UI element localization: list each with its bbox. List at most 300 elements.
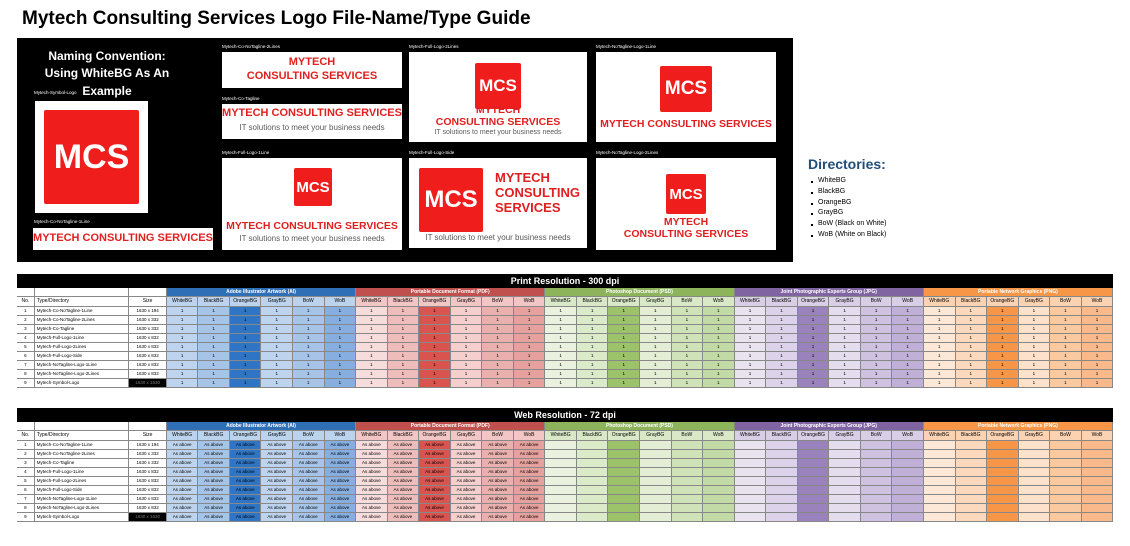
table-cell [1082,513,1114,522]
table-cell [956,441,988,450]
table-cell: As above [198,486,230,495]
table-cell: 1 [672,343,704,352]
table-cell: 1 [451,352,483,361]
table-cell: 1 [798,316,830,325]
table-cell [829,495,861,504]
naming-convention-title: Naming Convention: Using WhiteBG As An Example [44,49,170,98]
table-cell: 1 [829,307,861,316]
table-cell: 1 [198,325,230,334]
row-number: 5 [17,343,35,352]
table-cell [545,477,577,486]
table-cell: 1 [261,370,293,379]
table-cell [735,513,767,522]
mcs-logo-mark: MCS [475,63,521,109]
table-cell: 1 [924,334,956,343]
table-cell: 1 [1050,361,1082,370]
subcolumn-header: OrangeBG [419,431,451,441]
table-cell: 1 [640,307,672,316]
table-row [17,504,1113,513]
table-cell [640,477,672,486]
table-cell: 1 [861,325,893,334]
table-cell: 1 [451,343,483,352]
table-cell: 1 [545,316,577,325]
table-cell [1050,459,1082,468]
table-cell: 1 [798,334,830,343]
table-cell: 1 [293,343,325,352]
table-cell: 1 [419,334,451,343]
table-cell: 1 [388,343,420,352]
blank-cell [129,288,166,297]
table-cell: 1 [577,361,609,370]
table-cell [608,477,640,486]
subcolumn-header: BlackBG [577,297,609,307]
row-number: 4 [17,468,35,477]
logo-co-2lines [222,52,402,88]
table-cell: 1 [356,370,388,379]
table-cell: 1 [1082,325,1114,334]
table-cell [924,477,956,486]
table-cell [1082,441,1114,450]
table-cell: 1 [451,316,483,325]
table-cell: 1 [987,370,1019,379]
table-cell: As above [261,468,293,477]
table-cell: As above [167,459,199,468]
table-cell [672,450,704,459]
table-row [17,325,1113,334]
table-cell: As above [167,477,199,486]
table-cell: 1 [198,379,230,388]
table-cell: 1 [1019,370,1051,379]
table-cell: 1 [230,334,262,343]
row-name: Mytech-Full-Logo-2Lines [35,343,130,352]
table-cell: 1 [482,334,514,343]
table-cell [956,459,988,468]
table-cell: 1 [293,379,325,388]
table-cell: 1 [861,379,893,388]
table-cell: As above [167,450,199,459]
table-cell: 1 [1019,334,1051,343]
row-number: 2 [17,450,35,459]
table-cell: 1 [703,352,735,361]
group-header: Portable Document Format (PDF) [356,422,545,431]
table-cell: As above [514,504,546,513]
table-row [17,459,1113,468]
subcolumn-header: GrayBG [829,297,861,307]
subcolumn-header: WhiteBG [356,297,388,307]
subcolumn-header: BlackBG [388,297,420,307]
table-cell [892,495,924,504]
print-resolution-table [17,274,1113,388]
subcolumn-header: BlackBG [577,431,609,441]
subcolumn-header: BoW [293,297,325,307]
row-number: 8 [17,370,35,379]
company-line1: MYTECH [495,170,550,185]
table-cell: 1 [703,325,735,334]
table-cell [861,477,893,486]
table-cell: 1 [956,325,988,334]
subcolumn-header: BoW [672,297,704,307]
table-cell: 1 [829,370,861,379]
column-header-size: Size [129,431,166,441]
table-cell: As above [293,495,325,504]
table-cell: 1 [1050,379,1082,388]
table-cell: 1 [325,307,357,316]
subcolumn-header: GrayBG [1019,297,1051,307]
table-row [17,468,1113,477]
subcolumn-header: WhiteBG [735,297,767,307]
table-cell [987,468,1019,477]
table-cell: 1 [230,307,262,316]
table-cell: 1 [388,325,420,334]
table-cell: As above [261,459,293,468]
table-cell: 1 [325,334,357,343]
logo-label-co1: Mytech-Co-NoTagline-1Line [34,219,90,224]
table-cell: As above [482,441,514,450]
tagline: IT solutions to meet your business needs [239,123,385,132]
table-cell: As above [482,450,514,459]
table-cell [703,495,735,504]
table-cell [798,477,830,486]
table-cell [640,441,672,450]
table-cell: 1 [293,307,325,316]
table-cell: As above [482,513,514,522]
table-cell [1082,504,1114,513]
directories [808,156,886,241]
table-cell: 1 [1082,379,1114,388]
table-cell: 1 [325,370,357,379]
row-size: 1630 x 832 [129,334,166,343]
table-cell: 1 [1019,379,1051,388]
table-cell [640,468,672,477]
column-header-name: Type/Directory [35,431,130,441]
table-cell: As above [293,513,325,522]
table-cell [640,504,672,513]
table-cell: 1 [482,316,514,325]
table-cell: 1 [829,334,861,343]
table-cell: 1 [325,379,357,388]
table-cell: 1 [672,370,704,379]
table-cell: 1 [956,370,988,379]
subcolumn-header: BlackBG [198,431,230,441]
table-cell: 1 [514,343,546,352]
table-cell: 1 [230,352,262,361]
table-cell [766,513,798,522]
table-cell: 1 [703,343,735,352]
table-cell: 1 [198,352,230,361]
table-cell: As above [451,459,483,468]
table-cell [735,441,767,450]
subcolumn-header: GrayBG [261,297,293,307]
table-cell: 1 [167,352,199,361]
subcolumn-header: WoB [325,431,357,441]
table-cell: 1 [419,325,451,334]
table-cell: 1 [956,361,988,370]
group-header: Photoshop Document (PSD) [545,422,734,431]
logo-symbol [35,101,148,213]
table-cell: 1 [261,379,293,388]
table-cell: 1 [1082,334,1114,343]
logo-notagline-1line [596,52,776,142]
table-cell: 1 [545,361,577,370]
table-cell: As above [198,450,230,459]
table-cell: 1 [798,379,830,388]
table-cell: 1 [987,352,1019,361]
company-name: MYTECH CONSULTING SERVICES [222,107,402,119]
row-name: Mytech-Full-Logo-Side [35,352,130,361]
table-cell: 1 [230,379,262,388]
table-cell: 1 [861,361,893,370]
table-cell: 1 [956,352,988,361]
company-line2: CONSULTING SERVICES [435,116,561,128]
table-cell: As above [514,459,546,468]
table-cell: 1 [672,325,704,334]
table-cell: 1 [766,325,798,334]
table-cell: As above [198,468,230,477]
table-cell: 1 [1050,334,1082,343]
table-row [17,361,1113,370]
subcolumn-header: BlackBG [766,297,798,307]
table-cell [703,468,735,477]
table-cell [766,441,798,450]
table-cell: 1 [798,370,830,379]
row-size: 1630 x 332 [129,316,166,325]
table-cell: 1 [1050,343,1082,352]
table-cell: 1 [892,361,924,370]
table-cell [956,468,988,477]
table-cell: 1 [167,316,199,325]
table-cell: 1 [419,307,451,316]
table-cell: 1 [356,379,388,388]
table-cell: 1 [924,361,956,370]
table-cell: As above [198,513,230,522]
table-cell: 1 [545,379,577,388]
row-name: Mytech-NoTagline-Logo-1Line [35,495,130,504]
table-row [17,495,1113,504]
table-cell [798,495,830,504]
table-cell: 1 [545,307,577,316]
table-cell: As above [482,486,514,495]
table-cell: As above [325,477,357,486]
table-cell: 1 [388,316,420,325]
table-cell [672,468,704,477]
row-size: 1630 x 332 [129,450,166,459]
table-cell: 1 [735,307,767,316]
table-cell [703,504,735,513]
table-cell: 1 [861,343,893,352]
table-cell: As above [482,459,514,468]
table-cell [861,513,893,522]
table-cell [956,477,988,486]
table-cell: 1 [451,361,483,370]
table-cell: 1 [672,307,704,316]
table-cell: 1 [1019,343,1051,352]
table-cell: As above [388,468,420,477]
logo-label-full2: Mytech-Full-Logo-2Lines [409,44,459,49]
table-cell [1082,450,1114,459]
row-size: 1630 x 832 [129,477,166,486]
company-line1: MYTECH [288,56,336,68]
subcolumn-header: WoB [514,297,546,307]
table-cell: As above [325,495,357,504]
table-cell [924,450,956,459]
table-cell [1019,495,1051,504]
table-cell: 1 [1082,361,1114,370]
table-cell: As above [325,459,357,468]
table-cell: 1 [198,334,230,343]
table-cell [545,504,577,513]
table-cell: 1 [861,370,893,379]
table-cell: 1 [293,334,325,343]
table-cell: 1 [577,316,609,325]
company-line2: CONSULTING SERVICES [623,228,749,240]
subcolumn-header: WoB [892,297,924,307]
row-number: 8 [17,504,35,513]
table-cell: As above [325,486,357,495]
table-row [17,334,1113,343]
table-cell [892,477,924,486]
table-cell [892,450,924,459]
table-cell [892,504,924,513]
table-cell: As above [388,441,420,450]
tagline: IT solutions to meet your business needs [425,233,571,242]
table-cell [766,477,798,486]
table-cell: 1 [987,343,1019,352]
blank-cell [35,288,130,297]
table-cell: 1 [798,343,830,352]
table-cell [1019,441,1051,450]
table-cell: 1 [325,352,357,361]
blank-cell [129,422,166,431]
table-cell: 1 [388,370,420,379]
subcolumn-header: OrangeBG [798,431,830,441]
table-cell: As above [419,441,451,450]
subcolumn-header: OrangeBG [230,297,262,307]
row-number: 3 [17,325,35,334]
table-cell: 1 [1050,325,1082,334]
table-cell [924,486,956,495]
table-cell: 1 [735,343,767,352]
table-cell [924,504,956,513]
table-cell: 1 [924,352,956,361]
table-cell [735,459,767,468]
directory-item: WoB (White on Black) [808,230,886,241]
table-cell [640,513,672,522]
table-cell: As above [388,504,420,513]
table-cell: 1 [514,307,546,316]
table-cell: As above [261,504,293,513]
table-cell: As above [388,495,420,504]
row-number: 6 [17,486,35,495]
subcolumn-header: WhiteBG [167,431,199,441]
table-cell [640,486,672,495]
table-cell: As above [198,441,230,450]
table-cell [577,468,609,477]
table-cell: 1 [892,325,924,334]
row-name: Mytech-Co-NoTagline-1Line [35,307,130,316]
row-name: Mytech-Co-Tagline [35,459,130,468]
row-number: 1 [17,307,35,316]
table-cell: 1 [230,325,262,334]
subcolumn-header: GrayBG [640,431,672,441]
table-cell: 1 [735,325,767,334]
table-cell: 1 [766,307,798,316]
table-cell: As above [451,513,483,522]
table-cell: 1 [735,379,767,388]
table-cell: 1 [766,361,798,370]
table-cell: As above [325,504,357,513]
table-cell: 1 [419,352,451,361]
directory-item: OrangeBG [808,198,886,209]
table-cell [798,468,830,477]
table-cell: As above [230,441,262,450]
company-name: MYTECH CONSULTING SERVICES [226,220,398,232]
table-cell: 1 [356,343,388,352]
page-title: Mytech Consulting Services Logo File-Name/Type Guide [22,8,531,29]
table-cell: 1 [167,325,199,334]
table-cell [577,513,609,522]
table-cell: 1 [514,352,546,361]
table-cell [735,468,767,477]
table-cell: 1 [608,361,640,370]
table-cell [798,513,830,522]
column-header-no: No. [17,297,35,307]
table-row [17,352,1113,361]
table-cell: As above [356,486,388,495]
table-cell: As above [261,477,293,486]
table-cell: 1 [892,334,924,343]
table-cell [798,504,830,513]
table-cell: As above [167,504,199,513]
table-cell: 1 [230,370,262,379]
table-cell: 1 [325,343,357,352]
mcs-logo-mark: MCS [419,168,483,232]
table-cell [892,441,924,450]
table-cell: 1 [388,352,420,361]
table-cell: 1 [861,334,893,343]
table-cell [892,459,924,468]
logo-label-full1: Mytech-Full-Logo-1Line [222,150,270,155]
table-cell: 1 [577,325,609,334]
table-cell: 1 [1082,370,1114,379]
table-cell: 1 [1019,325,1051,334]
table-cell [608,459,640,468]
table-cell [703,450,735,459]
subcolumn-header: WoB [703,297,735,307]
table-cell [1082,459,1114,468]
logo-label-nt1: Mytech-NoTagline-Logo-1Line [596,44,657,49]
subcolumn-header: BlackBG [956,297,988,307]
table-cell: As above [356,459,388,468]
subcolumn-header: WoB [514,431,546,441]
table-cell: 1 [356,352,388,361]
table-cell [1050,513,1082,522]
subcolumn-header: BoW [861,431,893,441]
table-cell: As above [198,459,230,468]
table-cell: 1 [861,307,893,316]
table-cell [766,468,798,477]
table-cell [703,477,735,486]
table-cell: 1 [167,343,199,352]
table-cell: As above [293,504,325,513]
table-cell: 1 [261,352,293,361]
table-cell [861,468,893,477]
table-cell: 1 [703,316,735,325]
table-cell [987,450,1019,459]
table-cell: 1 [672,361,704,370]
table-cell: 1 [987,316,1019,325]
table-cell: 1 [924,370,956,379]
table-cell [608,468,640,477]
